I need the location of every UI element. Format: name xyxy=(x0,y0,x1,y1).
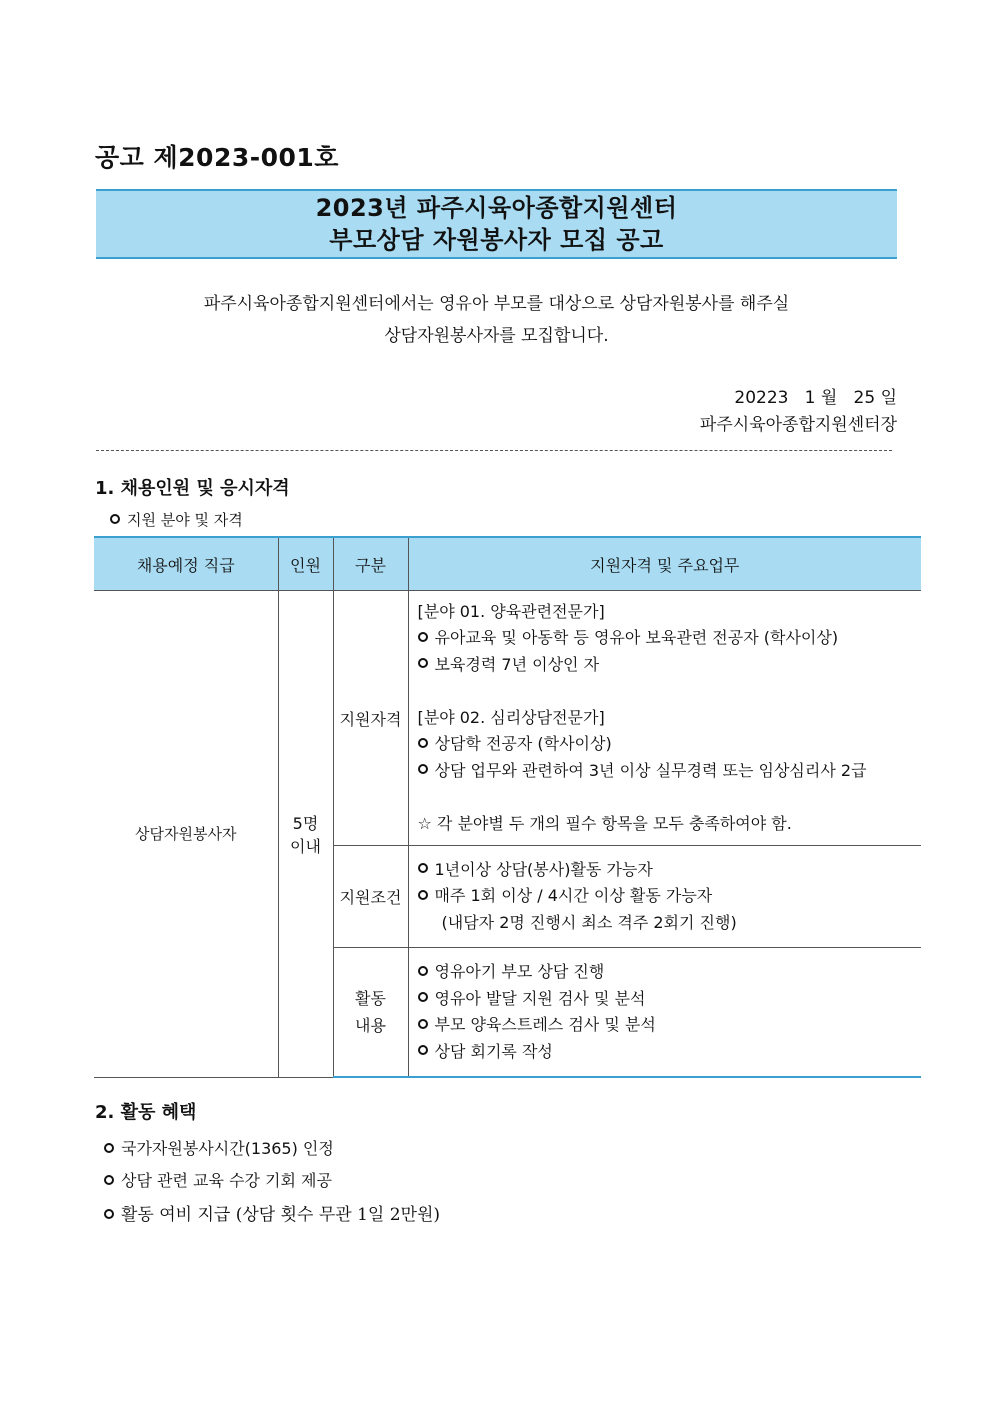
divider xyxy=(96,450,892,451)
activities-details: 영유아기 부모 상담 진행 영유아 발달 지원 검사 및 분석 부모 양육스트레스 검사 및 분석 상담 회기록 작성 xyxy=(408,948,921,1078)
intro-line-2: 상담자원봉사자를 모집합니다. xyxy=(384,326,609,346)
section-1-subheading: 지원 분야 및 자격 xyxy=(110,509,243,530)
title-line-1: 2023년 파주시육아종합지원센터 xyxy=(315,194,678,222)
notice-date: 20223 1 월 25 일 xyxy=(734,388,897,408)
circle-bullet-icon xyxy=(418,863,428,873)
benefit-item: 활동 여비 지급 (상담 횟수 무관 1일 2만원) xyxy=(104,1200,440,1225)
category-qualification: 지원자격 xyxy=(333,591,408,846)
table-header-row xyxy=(94,537,921,591)
circle-bullet-icon xyxy=(418,658,428,668)
recruitment-table xyxy=(94,536,921,1078)
signer: 파주시육아종합지원센터장 xyxy=(699,415,897,435)
circle-bullet-icon xyxy=(418,890,428,900)
header-count: 인원 xyxy=(278,537,333,591)
intro-line-1: 파주시육아종합지원센터에서는 영유아 부모를 대상으로 상담자원봉사를 해주실 xyxy=(203,294,790,314)
benefit-item: 상담 관련 교육 수강 기회 제공 xyxy=(104,1168,332,1191)
circle-bullet-icon xyxy=(418,1045,428,1055)
position-cell: 상담자원봉사자 xyxy=(94,591,278,1078)
section-2-heading: 2. 활동 혜택 xyxy=(95,1102,197,1123)
circle-bullet-icon xyxy=(418,632,428,642)
conditions-details: 1년이상 상담(봉사)활동 가능자 매주 1회 이상 / 4시간 이상 활동 가능자 (내담자 2명 진행시 최소 격주 2회기 진행) xyxy=(408,846,921,948)
title-banner xyxy=(96,189,897,259)
circle-bullet-icon xyxy=(104,1175,114,1185)
header-category: 구분 xyxy=(333,537,408,591)
circle-bullet-icon xyxy=(418,1019,428,1029)
notice-number: 공고 제2023-001호 xyxy=(95,143,339,172)
section-1-heading: 1. 채용인원 및 응시자격 xyxy=(95,478,290,499)
category-conditions: 지원조건 xyxy=(333,846,408,948)
count-cell: 5명 이내 xyxy=(278,591,333,1078)
circle-bullet-icon xyxy=(418,966,428,976)
circle-bullet-icon xyxy=(104,1143,114,1153)
qualification-details: [분야 01. 양육관련전문가] 유아교육 및 아동학 등 영유아 보육관련 전공자 (학사이상) 보육경력 7년 이상인 자 [분야 02. 심리상담전문가] 상담학 전공자 (학사이상) 상담 업무와 관련하여 3년 이상 실무경력 또는 임상심리사 2급 ☆ 각 분야별 두 개의 필수 항목을 모두 충족하여야 함. xyxy=(408,591,921,846)
circle-bullet-icon xyxy=(418,738,428,748)
circle-bullet-icon xyxy=(418,992,428,1002)
circle-bullet-icon xyxy=(110,514,120,524)
category-activities: 활동 내용 xyxy=(333,948,408,1078)
star-note: ☆ 각 분야별 두 개의 필수 항목을 모두 충족하여야 함. xyxy=(417,813,792,833)
circle-bullet-icon xyxy=(418,764,428,774)
benefit-item: 국가자원봉사시간(1365) 인정 xyxy=(104,1136,334,1159)
header-position: 채용예정 직급 xyxy=(94,537,278,591)
title-line-2: 부모상담 자원봉사자 모집 공고 xyxy=(329,226,664,254)
header-details: 지원자격 및 주요업무 xyxy=(408,537,921,591)
circle-bullet-icon xyxy=(104,1209,114,1219)
table-row xyxy=(94,591,921,846)
